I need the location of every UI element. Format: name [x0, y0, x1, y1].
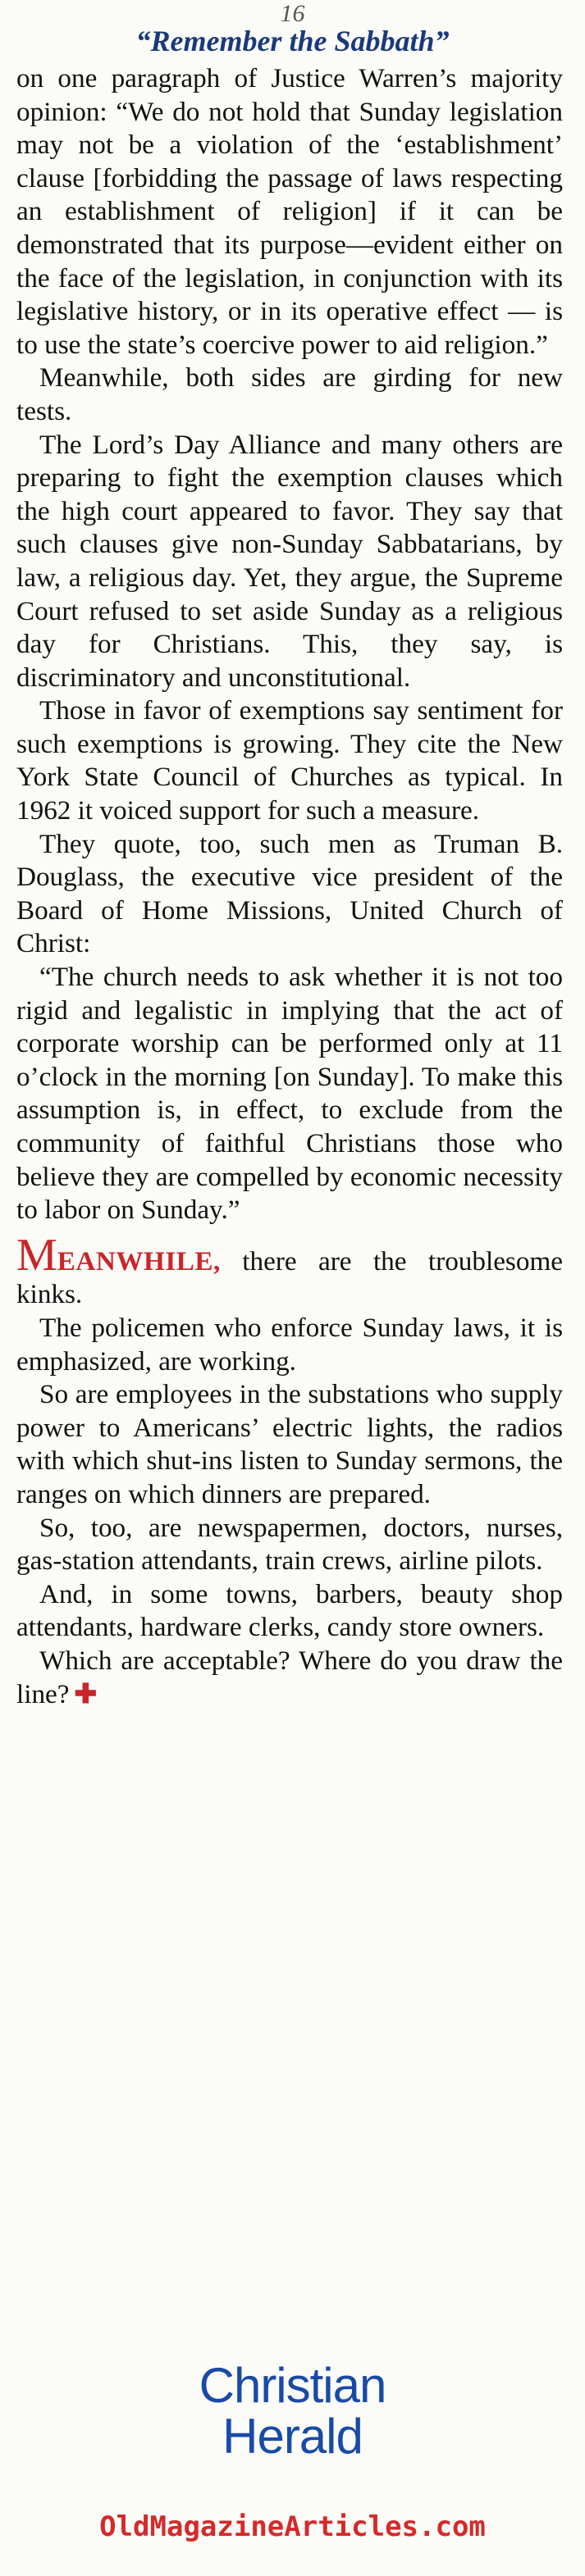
paragraph: They quote, too, such men as Truman B. Douglass, the executive vice president of the Board of Home Missions, United Church of Christ:: [16, 828, 563, 959]
paragraph: The policemen who enforce Sunday laws, it is emphasized, are working.: [16, 1312, 563, 1377]
article-header: “Remember the Sabbath”: [135, 25, 450, 57]
paragraph: So, too, are newspapermen, doctors, nurses, gas-station attendants, train crews, airline pilots.: [16, 1512, 563, 1577]
christian-herald-logo: [0, 2358, 585, 2464]
paragraph: So are employees in the substations who supply power to Americans’ electric lights, the radios with which shut-ins listen to Sunday sermons, the ranges on which dinners are prepared.: [16, 1379, 563, 1509]
paragraph: Meanwhile, both sides are girding for new tests.: [16, 362, 563, 426]
paragraph: on one paragraph of Justice Warren’s majority opinion: “We do not hold that Sunday legislation may not be a violation of the ‘establishment’ clause [forbidding the passage of laws respecting an establishment of religion] if it can be demonstrated that its purpose—evident either on the face of the legislation, in conjunction with its legislative history, or in its operative effect — is to use the state’s coercive power to aid religion.”: [16, 63, 563, 360]
paragraph: And, in some towns, barbers, beauty shop attendants, hardware clerks, candy store owners.: [16, 1578, 563, 1643]
drop-cap-rest: there are the troublesome kinks.: [16, 1245, 563, 1310]
source-footer: OldMagazineArticles.com: [99, 2510, 486, 2543]
end-mark-icon: ✚: [74, 1678, 98, 1709]
paragraph: The Lord’s Day Alliance and many others are preparing to fight the exemption clauses which the high court appeared to favor. They say that such clauses give non-Sunday Sabbatarians, by law, a religious day. Yet, they argue, the Supreme Court refused to set aside Sunday as a religious day for Christians. This, they say, is discriminatory and unconstitutional.: [16, 429, 563, 693]
paragraph: Those in favor of exemptions say sentiment for such exemptions is growing. They cite the New York State Council of Churches as typical. In 1962 it voiced support for such a measure.: [16, 695, 563, 826]
final-paragraph: [16, 1645, 563, 1711]
logo-line-2: Herald: [222, 2409, 363, 2464]
paragraph: “The church needs to ask whether it is not too rigid and legalistic in implying that the act of corporate worship can be performed only at 11 o’clock in the morning [on Sunday]. To make this assumption is, in effect, to exclude from the community of faithful Christians those who believe they are compelled by economic necessity to labor on Sunday.”: [16, 962, 563, 1226]
section-opening-paragraph: [16, 1229, 563, 1312]
final-paragraph-text: Which are acceptable? Where do you draw the line?: [16, 1645, 563, 1709]
page-number: 16: [280, 0, 305, 27]
logo-line-1: Christian: [199, 2358, 386, 2413]
drop-cap-word: EANWHILE,: [57, 1245, 221, 1277]
article-body: [16, 62, 563, 1711]
drop-cap: M: [16, 1229, 57, 1281]
